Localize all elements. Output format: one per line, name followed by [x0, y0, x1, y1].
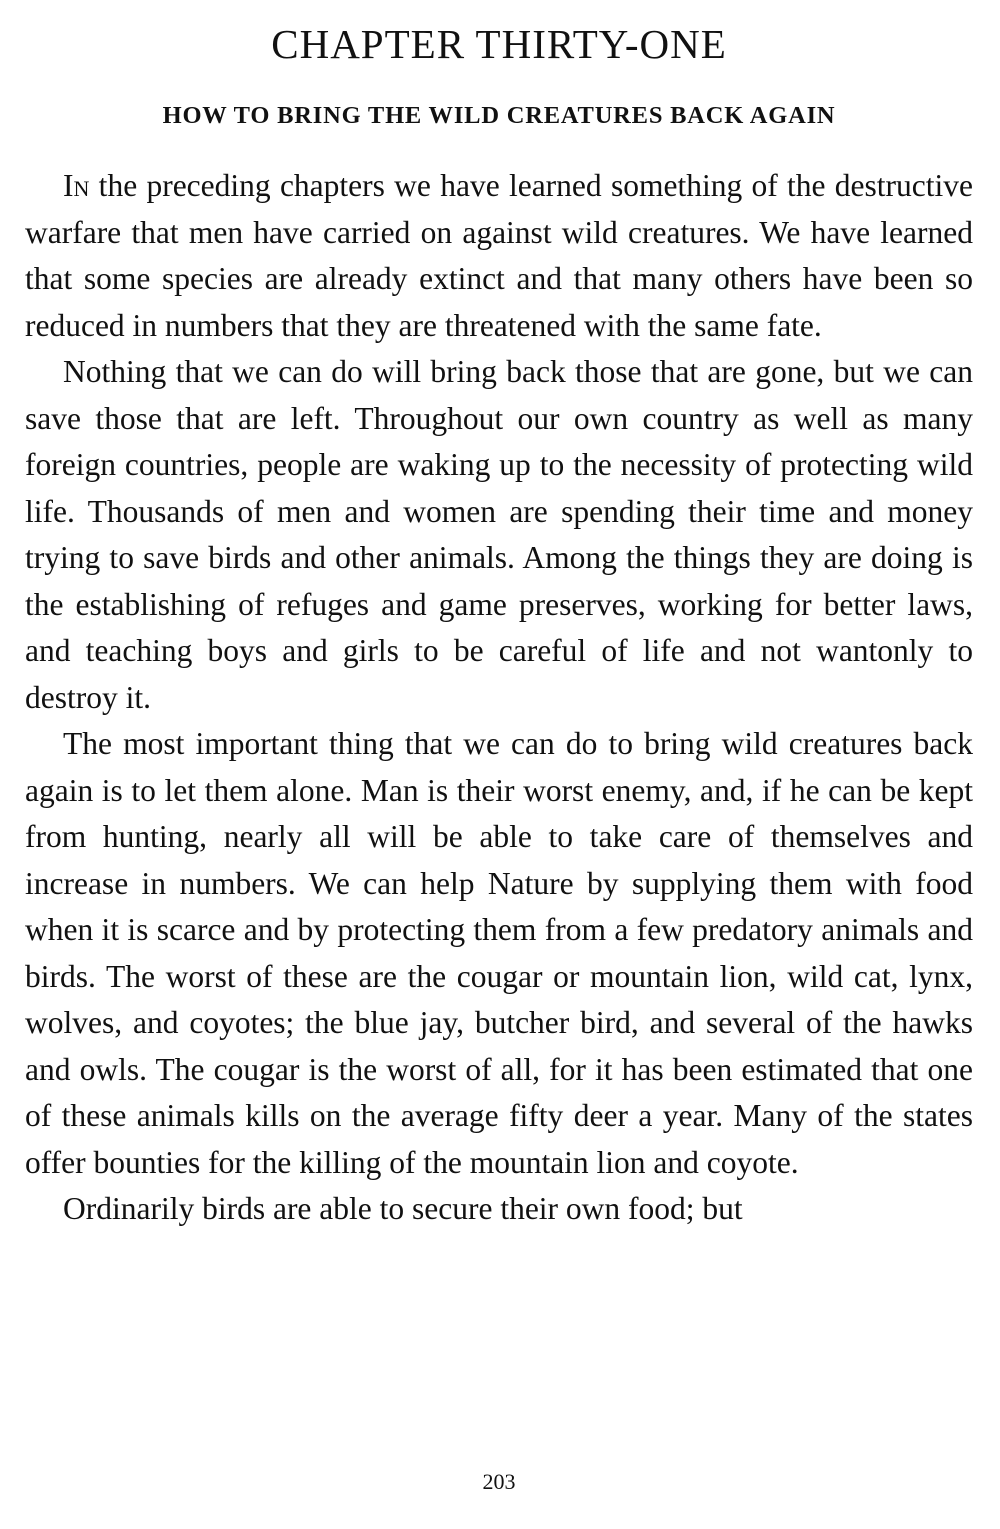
book-page: [25, 0, 973, 1529]
body-text: [25, 163, 973, 1233]
page-number: 203: [482, 1469, 516, 1494]
chapter-title: CHAPTER THIRTY-ONE: [271, 21, 727, 67]
section-heading: HOW TO BRING THE WILD CREATURES BACK AGAIN: [162, 102, 836, 129]
paragraph-3: The most important thing that we can do to bring wild creatures back again is to let them alone. Man is their worst enemy, and, if he can be kept from hunting, nearly all will be able to take care of themselves and increase in numbers. We can help Nature by supplying them with food when it is scarce and by protecting them from a few predatory animals and birds. The worst of these are the cougar or mountain lion, wild cat, lynx, wolves, and coyotes; the blue jay, butcher bird, and several of the hawks and owls. The cougar is the worst of all, for it has been estimated that one of these animals kills on the average fifty deer a year. Many of the states offer bounties for the killing of the mountain lion and coyote.: [25, 726, 973, 1180]
paragraph-4: Ordinarily birds are able to secure their own food; but: [63, 1191, 743, 1226]
paragraph-1: [25, 163, 973, 349]
paragraph-1-text: the preceding chapters we have learned something of the destructive warfare that men have carried on against wild creatures. We have learned that some species are already extinct and that many others have been so reduced in numbers that they are threatened with the same fate.: [25, 168, 973, 343]
lead-word: In: [63, 168, 90, 203]
paragraph-2: Nothing that we can do will bring back those that are gone, but we can save those that are left. Throughout our own country as well as many foreign countries, people are waking up to the necessity of protecting wild life. Thousands of men and women are spending their time and money trying to save birds and other animals. Among the things they are doing is the establishing of refuges and game preserves, working for better laws, and teaching boys and girls to be careful of life and not wantonly to destroy it.: [25, 354, 973, 715]
